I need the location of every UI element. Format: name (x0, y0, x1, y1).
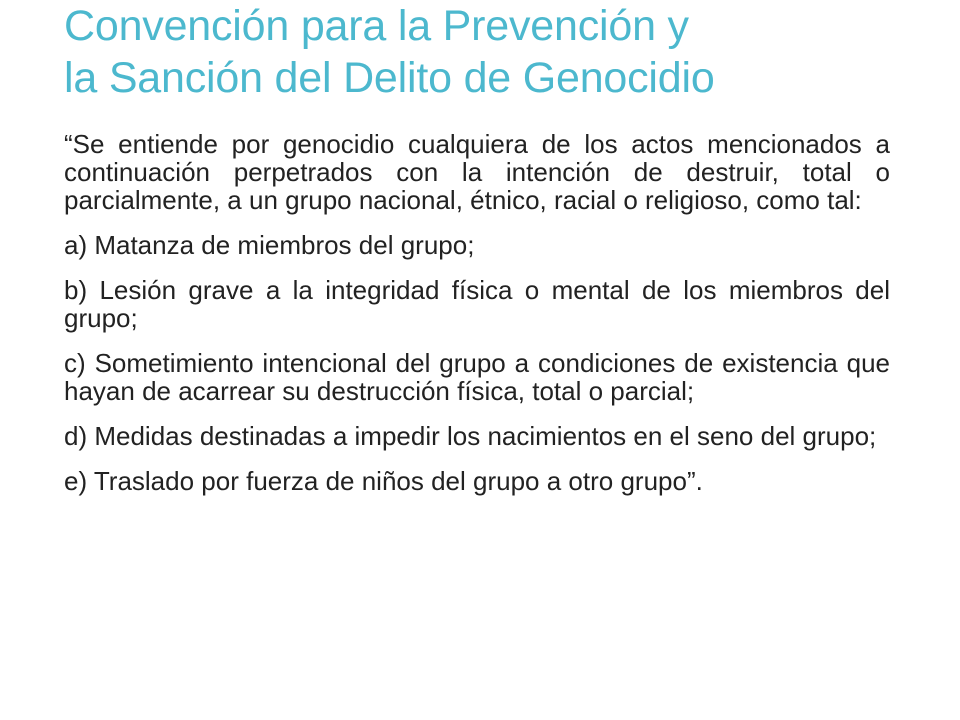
title-line-1: Convención para la Prevención y (64, 2, 689, 50)
item-b: b) Lesión grave a la integridad física o mental de los miembros del grupo; (64, 275, 890, 333)
item-d: d) Medidas destinadas a impedir los nacimientos en el seno del grupo; (64, 421, 877, 451)
item-c: c) Sometimiento intencional del grupo a condiciones de existencia que hayan de acarrear su destrucción física, total o parcial; (64, 348, 890, 406)
item-e: e) Traslado por fuerza de niños del grupo a otro grupo”. (64, 466, 703, 496)
title-line-2: la Sanción del Delito de Genocidio (64, 54, 715, 102)
slide-title (64, 0, 924, 104)
slide-body (64, 130, 890, 512)
item-a: a) Matanza de miembros del grupo; (64, 230, 475, 260)
intro-paragraph: “Se entiende por genocidio cualquiera de los actos mencionados a continuación perpetrados con la intención de destruir, total o parcialmente, a un grupo nacional, étnico, racial o religioso, como tal: (64, 129, 890, 215)
